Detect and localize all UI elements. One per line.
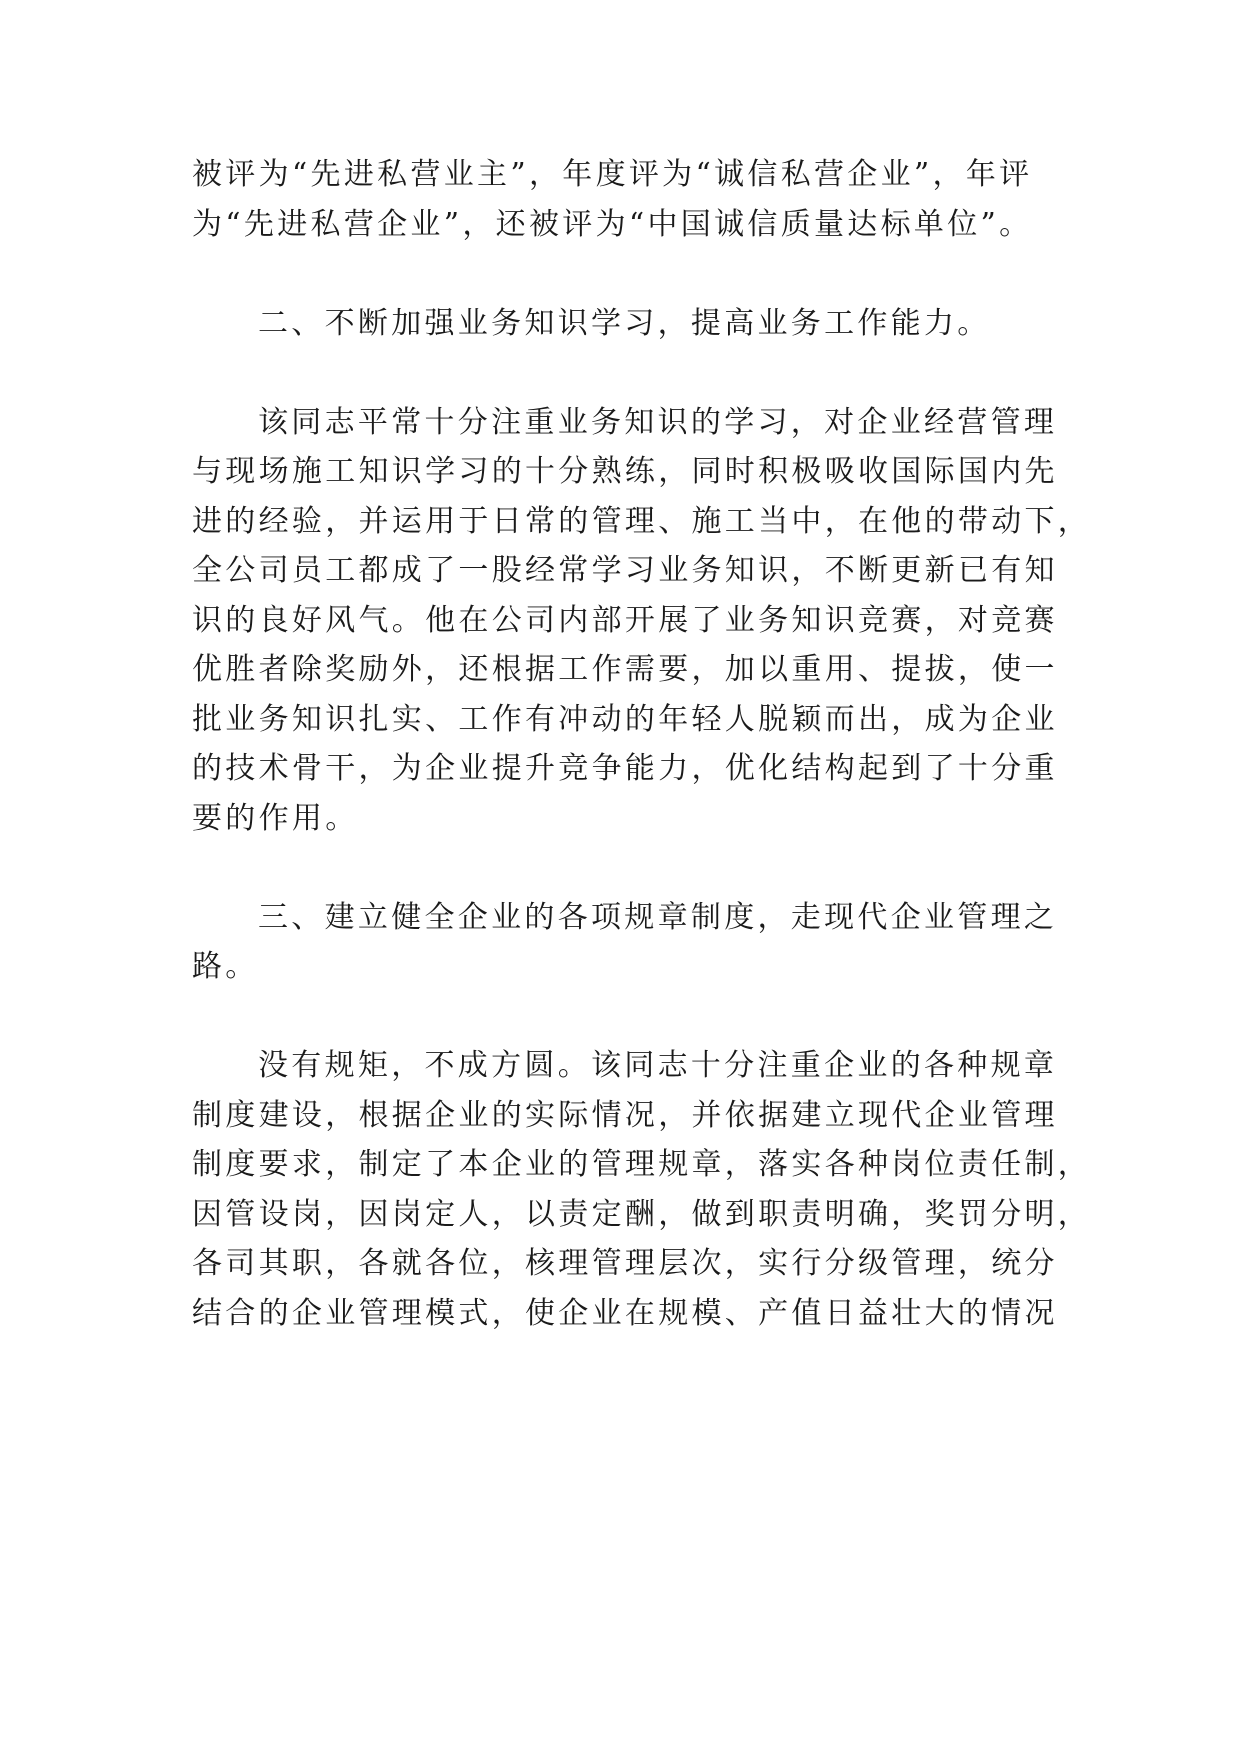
document-page (192, 150, 1092, 1338)
paragraph-gap (192, 992, 1052, 1042)
text-line: 制度建设，根据企业的实际情况，并依据建立现代企业管理 (192, 1097, 1058, 1133)
text-line: 全公司员工都成了一股经常学习业务知识，不断更新已有知 (192, 553, 1058, 588)
text-line: 批业务知识扎实、工作有冲动的年轻人脱颖而出，成为企业 (192, 701, 1058, 737)
paragraph-learning (192, 398, 1092, 844)
text-line: 制度要求，制定了本企业的管理规章，落实各种岗位责任制， (192, 1147, 1092, 1182)
paragraph-gap (192, 843, 1052, 893)
paragraph-gap (192, 249, 1052, 299)
text-line: 进的经验，并运用于日常的管理、施工当中，在他的带动下， (192, 503, 1092, 539)
text-line: 结合的企业管理模式，使企业在规模、产值日益壮大的情况 (192, 1295, 1058, 1331)
heading-line: 二、不断加强业务知识学习，提高业务工作能力。 (258, 305, 991, 341)
text-line: 优胜者除奖励外，还根据工作需要，加以重用、提拔，使一 (192, 652, 1058, 687)
text-line: 的技术骨干，为企业提升竞争能力，优化结构起到了十分重 (192, 751, 1058, 786)
heading-line: 三、建立健全企业的各项规章制度，走现代企业管理之 (258, 899, 1058, 935)
text-line: 因管设岗，因岗定人，以责定酬，做到职责明确，奖罚分明， (192, 1196, 1092, 1232)
text-line: 各司其职，各就各位，核理管理层次，实行分级管理，统分 (192, 1246, 1058, 1281)
text-line: 被评为“先进私营业主”，年度评为“诚信私营企业”，年评 (192, 157, 1033, 192)
paragraph-regulations (192, 1041, 1092, 1338)
paragraph-gap (192, 348, 1052, 398)
paragraph-awards (192, 150, 1052, 249)
section-heading-3 (192, 893, 1058, 992)
text-line: 要的作用。 (192, 800, 359, 836)
text-line: 该同志平常十分注重业务知识的学习，对企业经营管理 (258, 404, 1058, 440)
heading-line: 路。 (192, 949, 259, 984)
text-line: 为“先进私营企业”，还被评为“中国诚信质量达标单位”。 (192, 206, 1033, 242)
section-heading-2 (192, 299, 1052, 349)
text-line: 没有规矩，不成方圆。该同志十分注重企业的各种规章 (258, 1048, 1058, 1083)
text-line: 识的良好风气。他在公司内部开展了业务知识竞赛，对竞赛 (192, 602, 1058, 638)
text-line: 与现场施工知识学习的十分熟练，同时积极吸收国际国内先 (192, 454, 1058, 489)
